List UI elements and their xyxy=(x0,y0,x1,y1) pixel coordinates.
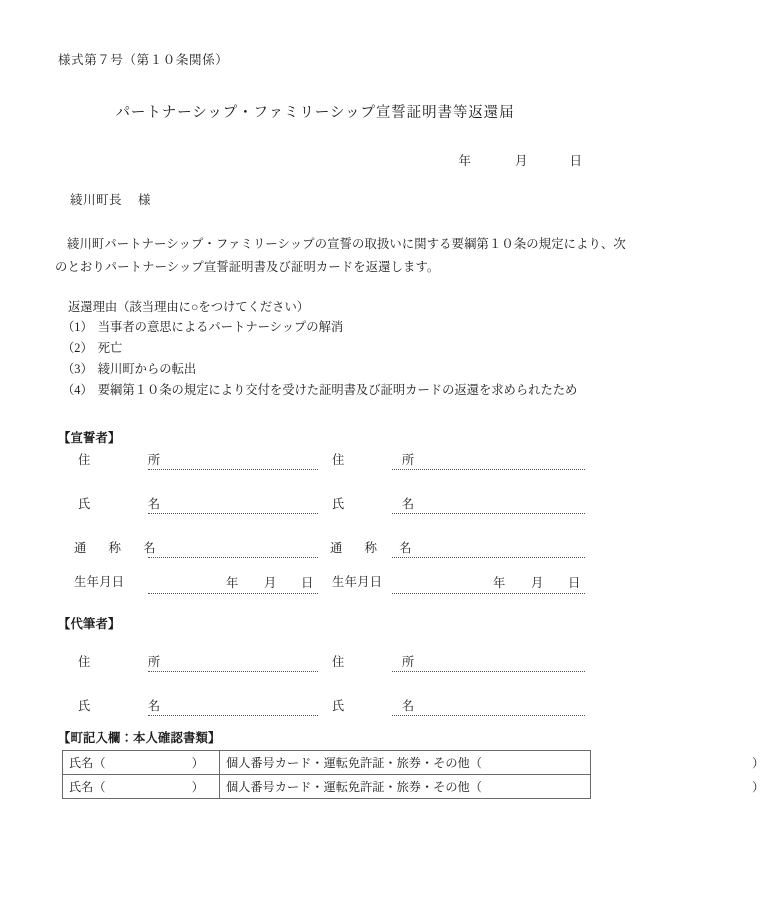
declarant-1-name-input[interactable] xyxy=(148,512,318,514)
identity-doc-cell-2[interactable] xyxy=(220,775,764,799)
identity-doc-options-2: 個人番号カード・運転免許証・旅券・その他（ xyxy=(226,780,482,794)
reason-item-3[interactable] xyxy=(62,359,577,380)
identity-name-open-2: 氏名（ xyxy=(69,780,106,794)
date-year-label: 年 xyxy=(458,154,471,168)
declarant-2-common-name-label: 通 称 名 xyxy=(330,541,417,555)
identity-name-close-2: ） xyxy=(191,780,204,794)
reason-list xyxy=(62,317,577,401)
identity-doc-close-1: ） xyxy=(751,756,764,770)
declarant-1-address-label: 住 所 xyxy=(78,453,172,467)
declarant-2-birthdate-input[interactable] xyxy=(392,592,585,594)
reason-item-4-text: 要綱第１０条の規定により交付を受けた証明書及び証明カードの返還を求められたため xyxy=(97,383,578,397)
declarant-1-address-input[interactable] xyxy=(148,468,318,470)
identity-name-close-1: ） xyxy=(191,756,204,770)
declarant-1-birthdate-input[interactable] xyxy=(148,592,318,594)
declarant-1-name-label: 氏 名 xyxy=(78,497,172,511)
proxy-2-name-label: 氏 名 xyxy=(332,699,426,713)
addressee xyxy=(70,190,151,208)
declarant-2-name-input[interactable] xyxy=(392,512,585,514)
body-line-1: 綾川町パートナーシップ・ファミリーシップの宣誓の取扱いに関する要綱第１０条の規定により、次 xyxy=(67,237,626,251)
table-row xyxy=(63,775,591,799)
declarant-1-birthdate-label: 生年月日 xyxy=(74,575,125,589)
reason-item-4[interactable] xyxy=(62,380,577,401)
identity-document-table xyxy=(62,750,764,799)
reason-item-2-number: （2） xyxy=(62,341,93,355)
proxy-name-row xyxy=(0,696,630,716)
body-paragraph xyxy=(55,233,626,279)
declarant-birthdate-row xyxy=(0,572,630,594)
declarant-1-common-name-label: 通 称 名 xyxy=(74,541,161,555)
declarant-1-birth-day-label: 日 xyxy=(301,576,314,590)
reason-item-2[interactable] xyxy=(62,338,577,359)
reason-heading: 返還理由（該当理由に○をつけてください） xyxy=(68,300,310,314)
addressee-name: 綾川町長 xyxy=(70,193,123,207)
declarant-section-heading: 【宣誓者】 xyxy=(58,431,121,445)
proxy-2-name-input[interactable] xyxy=(392,714,585,716)
identity-doc-options-1: 個人番号カード・運転免許証・旅券・その他（ xyxy=(226,756,482,770)
proxy-2-address-label: 住 所 xyxy=(332,655,426,669)
declarant-2-address-label: 住 所 xyxy=(332,453,426,467)
form-number: 様式第７号（第１０条関係） xyxy=(58,53,229,67)
declarant-address-row xyxy=(0,450,630,470)
proxy-1-address-label: 住 所 xyxy=(78,655,172,669)
declarant-1-common-name-input[interactable] xyxy=(148,556,318,558)
reason-item-2-text: 死亡 xyxy=(97,341,123,355)
date-day-label: 日 xyxy=(569,154,582,168)
date-line xyxy=(458,151,582,169)
reason-item-1[interactable] xyxy=(62,317,577,338)
proxy-section-heading: 【代筆者】 xyxy=(58,617,121,631)
identity-name-cell-2[interactable] xyxy=(63,775,220,799)
declarant-name-row xyxy=(0,494,630,514)
addressee-honorific: 様 xyxy=(138,193,152,207)
identity-name-cell-1[interactable] xyxy=(63,751,220,775)
page-title: パートナーシップ・ファミリーシップ宣誓証明書等返還届 xyxy=(115,105,515,121)
identity-name-open-1: 氏名（ xyxy=(69,756,106,770)
reason-item-3-text: 綾川町からの転出 xyxy=(97,362,197,376)
declarant-2-birth-month-label: 月 xyxy=(531,576,544,590)
identity-doc-cell-1[interactable] xyxy=(220,751,764,775)
declarant-2-birth-year-label: 年 xyxy=(493,576,506,590)
proxy-1-name-label: 氏 名 xyxy=(78,699,172,713)
identity-doc-close-2: ） xyxy=(751,780,764,794)
declarant-2-common-name-input[interactable] xyxy=(392,556,585,558)
declarant-2-birthdate-label: 生年月日 xyxy=(332,575,383,589)
declarant-1-birth-year-label: 年 xyxy=(226,576,239,590)
declarant-2-address-input[interactable] xyxy=(392,468,585,470)
date-month-label: 月 xyxy=(514,154,528,168)
proxy-address-row xyxy=(0,652,630,672)
proxy-1-address-input[interactable] xyxy=(148,670,318,672)
declarant-2-birth-day-label: 日 xyxy=(568,576,581,590)
town-section-heading: 【町記入欄：本人確認書類】 xyxy=(58,731,221,745)
declarant-common-name-row xyxy=(0,538,630,558)
declarant-2-name-label: 氏 名 xyxy=(332,497,426,511)
reason-item-3-number: （3） xyxy=(62,362,93,376)
reason-item-4-number: （4） xyxy=(62,383,93,397)
body-line-2: のとおりパートナーシップ宣誓証明書及び証明カードを返還します。 xyxy=(55,260,440,274)
table-row xyxy=(63,751,591,775)
proxy-1-name-input[interactable] xyxy=(148,714,318,716)
reason-item-1-text: 当事者の意思によるパートナーシップの解消 xyxy=(97,320,344,334)
reason-item-1-number: （1） xyxy=(62,320,93,334)
declarant-1-birth-month-label: 月 xyxy=(264,576,277,590)
proxy-2-address-input[interactable] xyxy=(392,670,585,672)
